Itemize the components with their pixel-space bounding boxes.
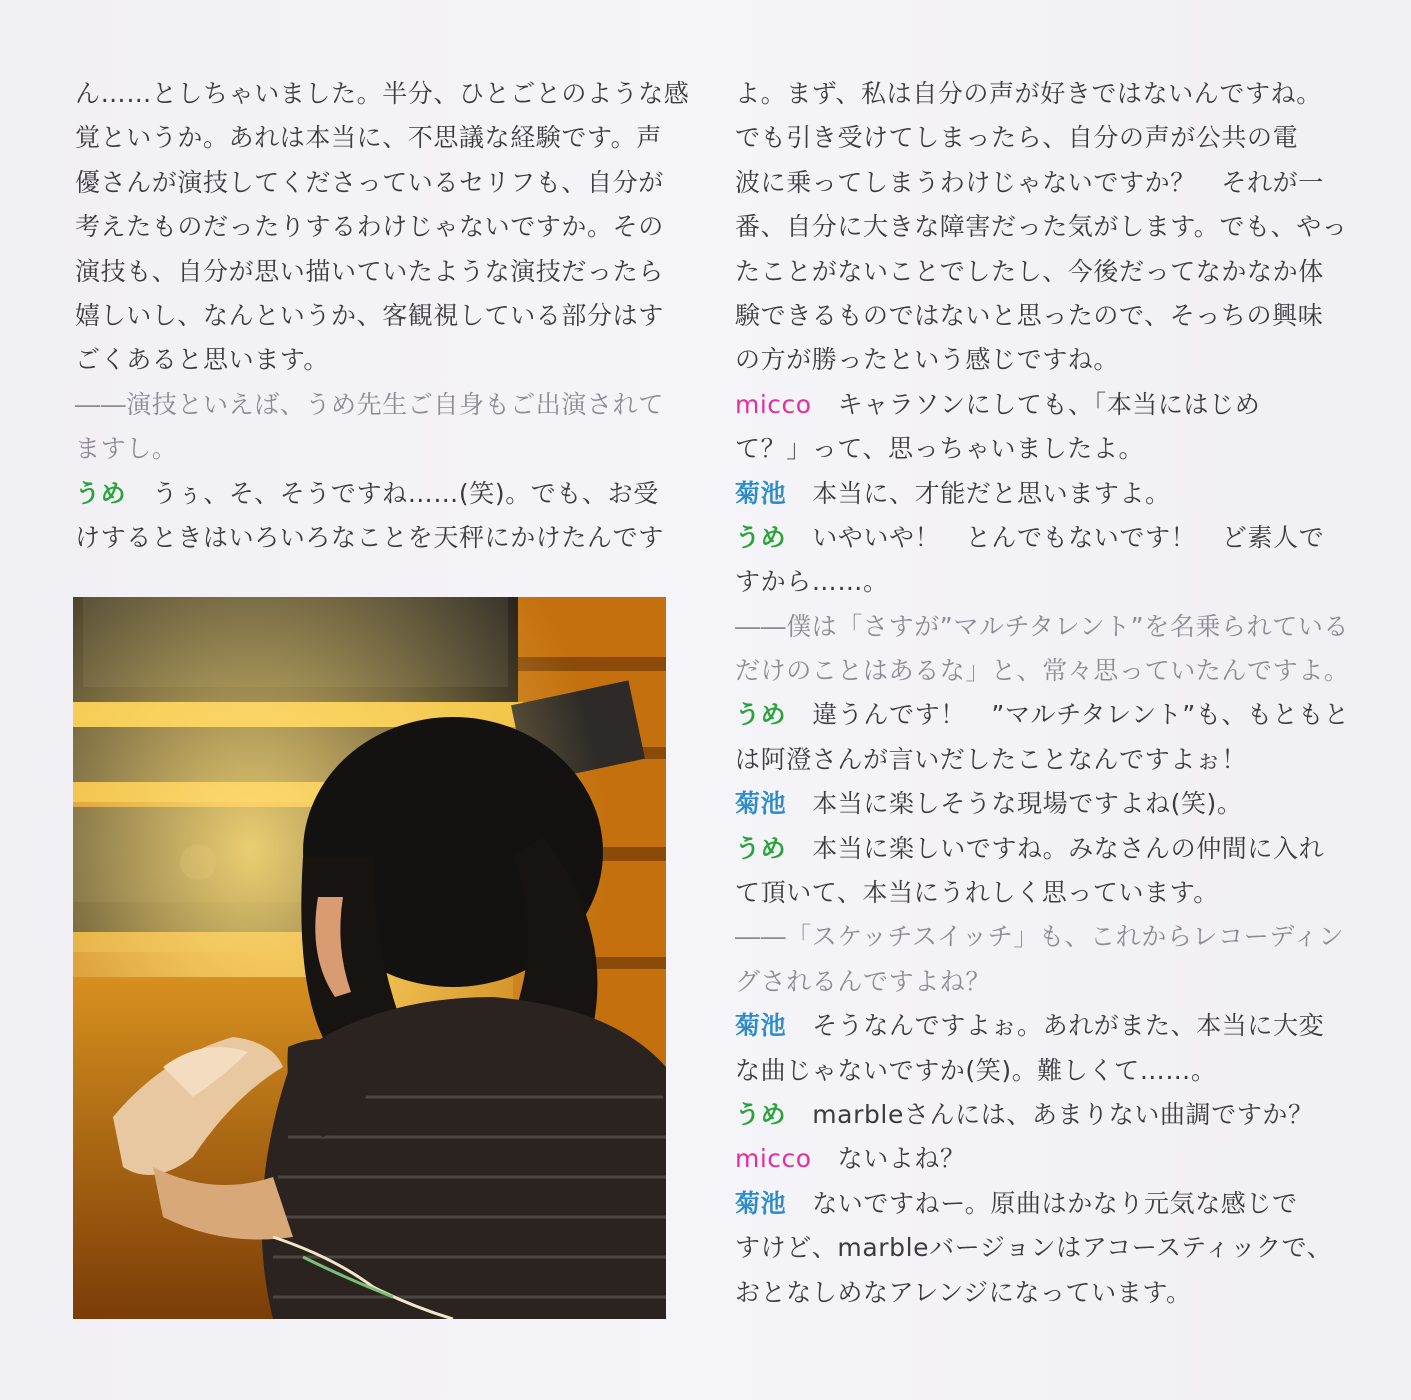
- line-text: ないよね？: [837, 1144, 966, 1174]
- text-line: [75, 205, 675, 249]
- line-text: よ。まず、私は自分の声が好きではないんですね。: [735, 79, 1322, 108]
- speaker-label: 菊池: [735, 1011, 787, 1041]
- line-text: 優さんが演技してくださっているセリフも、自分が: [75, 167, 664, 197]
- text-line: [75, 427, 675, 471]
- line-text: うぅ、そ、そうですね……(笑)。でも、お受: [152, 478, 659, 508]
- speaker-label: 菊池: [735, 478, 787, 508]
- text-line: [735, 1226, 1335, 1270]
- text-line: [735, 960, 1335, 1004]
- text-line: [735, 1049, 1335, 1093]
- line-text: キャラソンにしても、「本当にはじめ: [837, 389, 1261, 419]
- line-text: 験できるものではないと思ったので、そっちの興味: [735, 300, 1324, 330]
- text-line: [735, 1137, 1335, 1181]
- line-text: すけど、marbleバージョンはアコースティックで、: [735, 1233, 1333, 1263]
- text-line: [75, 516, 675, 560]
- line-text: 本当に、才能だと思いますよ。: [812, 478, 1171, 508]
- text-line: [735, 116, 1335, 160]
- text-line: [735, 516, 1335, 560]
- line-text: 演技も、自分が思い描いていたような演技だったら: [75, 256, 664, 286]
- text-line: [735, 915, 1345, 959]
- line-text: の方が勝ったという感じですね。: [735, 345, 1120, 375]
- line-text: 本当に楽しそうな現場ですよね(笑)。: [812, 789, 1243, 819]
- speaker-label: うめ: [735, 700, 787, 730]
- speaker-label: うめ: [735, 1099, 787, 1129]
- interview-photo: [73, 597, 666, 1319]
- line-text: ――「スケッチスイッチ」も、これからレコーディン: [735, 922, 1345, 952]
- line-text: そうなんですよぉ。あれがまた、本当に大変: [812, 1011, 1325, 1041]
- line-text: 番、自分に大きな障害だった気がします。でも、やっ: [735, 212, 1348, 242]
- line-text: ごくあると思います。: [75, 345, 330, 375]
- line-text: けするときはいろいろなことを天秤にかけたんです: [75, 522, 664, 552]
- text-line: [735, 560, 1335, 604]
- text-line: [75, 294, 675, 338]
- text-line: [735, 1004, 1335, 1048]
- text-line: [75, 383, 675, 427]
- line-text: marbleさんには、あまりない曲調ですか？: [812, 1099, 1314, 1129]
- line-text: 本当に楽しいですね。みなさんの仲間に入れ: [812, 833, 1325, 863]
- text-line: [735, 427, 1335, 471]
- text-line: [735, 1182, 1335, 1226]
- text-line: [735, 693, 1350, 737]
- speaker-label: うめ: [735, 522, 787, 552]
- line-text: 違うんです！ ”マルチタレント”も、もともと: [812, 700, 1350, 730]
- text-line: [75, 161, 675, 205]
- text-line: [735, 250, 1335, 294]
- text-line: [735, 871, 1335, 915]
- line-text: 波に乗ってしまうわけじゃないですか？ それが一: [735, 167, 1324, 197]
- text-line: [735, 338, 1335, 382]
- text-line: [735, 1271, 1335, 1315]
- line-text: おとなしめなアレンジになっています。: [735, 1277, 1192, 1307]
- speaker-label: うめ: [75, 478, 127, 508]
- line-text: グされるんですよね？: [735, 966, 992, 996]
- line-text: ん……としちゃいました。半分、ひとごとのような感: [75, 79, 690, 108]
- text-line: [735, 738, 1335, 782]
- line-text: すから……。: [735, 567, 889, 597]
- line-text: いやいや！ とんでもないです！ ど素人で: [812, 522, 1325, 552]
- speaker-label: 菊池: [735, 1188, 787, 1218]
- text-line: [735, 605, 1350, 649]
- line-text: でも引き受けてしまったら、自分の声が公共の電: [735, 123, 1299, 153]
- text-line: [75, 338, 675, 382]
- speaker-label: micco: [735, 1144, 812, 1174]
- line-text: ないですねー。原曲はかなり元気な感じで: [812, 1188, 1298, 1218]
- text-line: [735, 383, 1335, 427]
- line-text: な曲じゃないですか(笑)。難しくて……。: [735, 1055, 1217, 1085]
- line-text: たことがないことでしたし、今後だってなかなか体: [735, 256, 1324, 286]
- line-text: て頂いて、本当にうれしく思っています。: [735, 878, 1219, 908]
- line-text: て？」って、思っちゃいましたよ。: [735, 434, 1145, 464]
- text-line: [735, 827, 1335, 871]
- line-text: は阿澄さんが言いだしたことなんですよぉ！: [735, 744, 1248, 774]
- speaker-label: micco: [735, 389, 812, 419]
- line-text: ――演技といえば、うめ先生ご自身もご出演されて: [75, 389, 664, 419]
- line-text: 嬉しいし、なんというか、客観視している部分はす: [75, 300, 664, 330]
- text-line: [735, 205, 1348, 249]
- text-line: [75, 472, 675, 516]
- text-line: [735, 294, 1335, 338]
- text-line: [75, 250, 675, 294]
- line-text: 覚というか。あれは本当に、不思議な経験です。声: [75, 123, 662, 153]
- left-text-column: [75, 72, 690, 560]
- speaker-label: うめ: [735, 833, 787, 863]
- line-text: ――僕は「さすが”マルチタレント”を名乗られている: [735, 611, 1350, 641]
- text-line: [735, 161, 1335, 205]
- line-text: ますし。: [75, 434, 178, 464]
- text-line: [735, 72, 1335, 116]
- text-line: [735, 782, 1335, 826]
- text-line: [75, 72, 690, 116]
- text-line: [735, 1093, 1335, 1137]
- right-text-column: [735, 72, 1350, 1315]
- line-text: だけのことはあるな」と、常々思っていたんですよ。: [735, 656, 1350, 686]
- speaker-label: 菊池: [735, 789, 787, 819]
- line-text: 考えたものだったりするわけじゃないですか。その: [75, 212, 664, 242]
- text-line: [735, 472, 1335, 516]
- text-line: [75, 116, 675, 160]
- text-line: [735, 649, 1350, 693]
